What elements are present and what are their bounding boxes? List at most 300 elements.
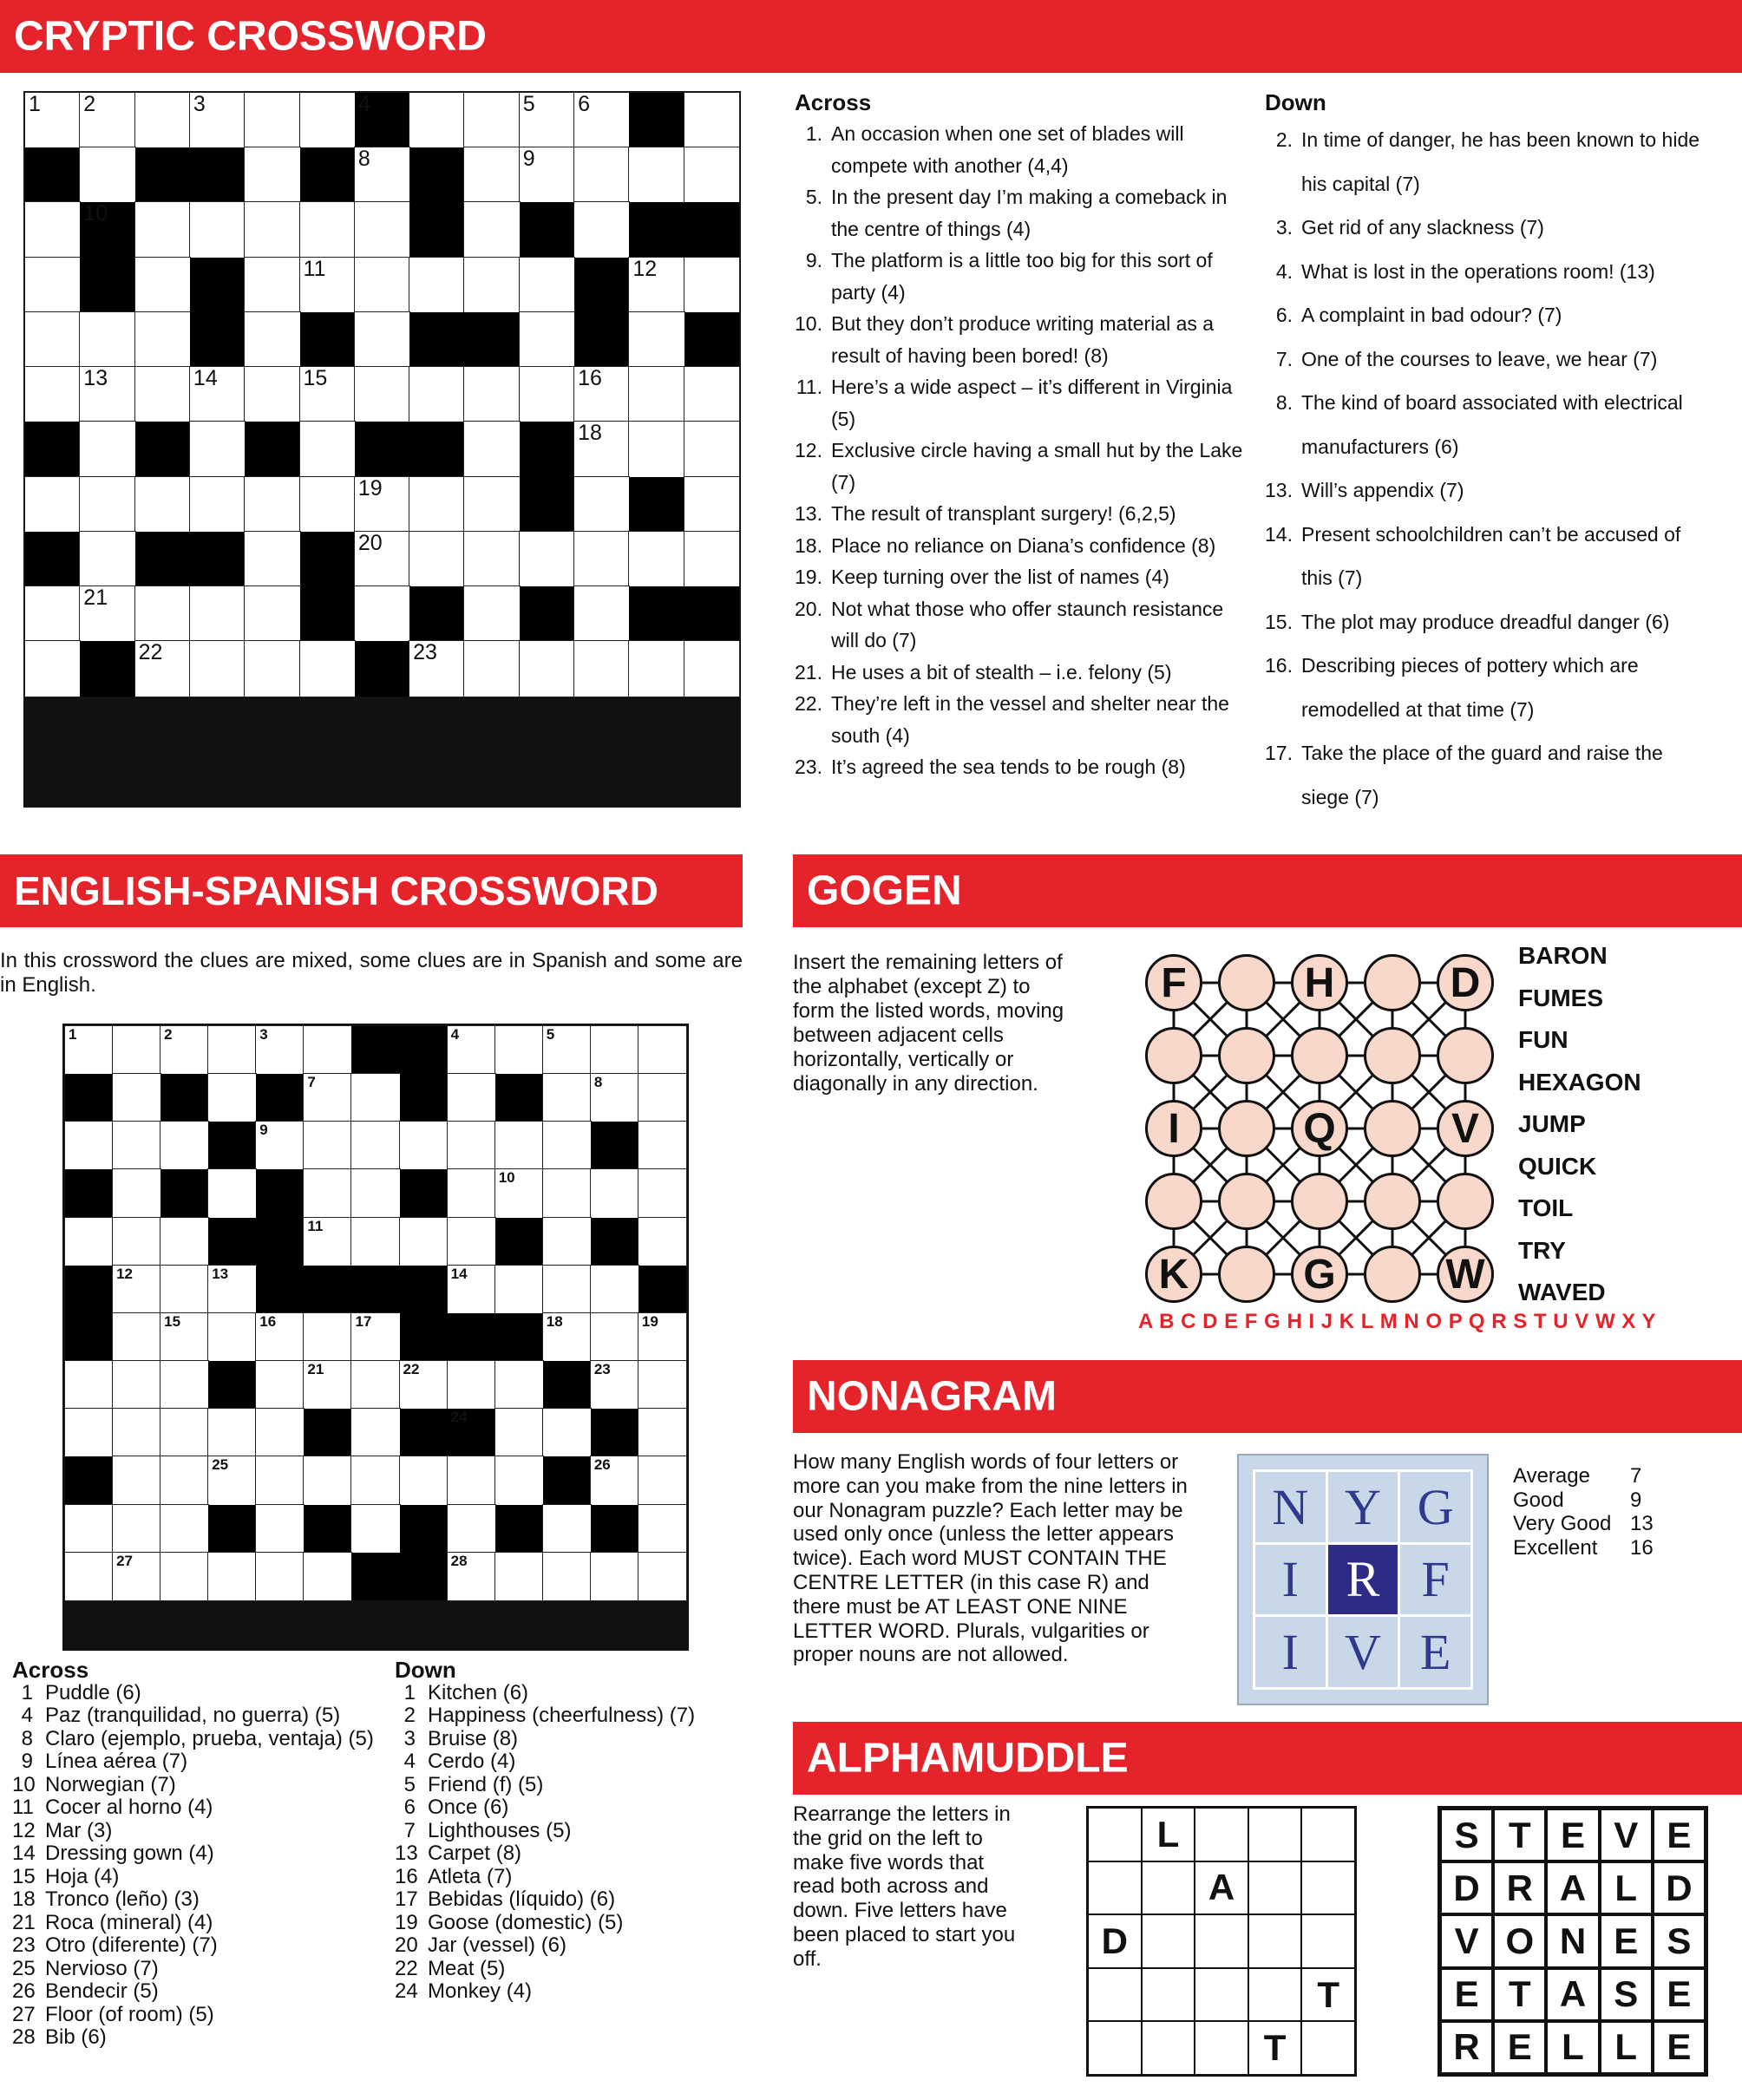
grid-cell[interactable] xyxy=(351,1361,399,1409)
grid-cell[interactable] xyxy=(400,1456,448,1504)
alphamuddle-cell[interactable] xyxy=(1088,2021,1142,2075)
grid-cell[interactable] xyxy=(208,1456,256,1504)
alphamuddle-cell[interactable] xyxy=(1195,1968,1248,2022)
gogen-board xyxy=(1128,937,1492,1301)
grid-cell[interactable] xyxy=(543,1122,591,1169)
grid-cell[interactable] xyxy=(448,1169,495,1217)
grid-cell[interactable] xyxy=(639,1409,686,1456)
gogen-cell[interactable]: I xyxy=(1145,1100,1202,1157)
grid-cell[interactable] xyxy=(574,202,629,257)
grid-cell[interactable] xyxy=(304,1026,351,1074)
grid-cell[interactable] xyxy=(300,422,355,476)
grid-cell[interactable] xyxy=(113,1169,160,1217)
grid-cell[interactable] xyxy=(80,367,134,422)
gogen-cell[interactable] xyxy=(1437,1027,1494,1084)
alphamuddle-cell[interactable] xyxy=(1301,1914,1355,1968)
grid-cell[interactable] xyxy=(65,1026,113,1074)
grid-cell[interactable] xyxy=(245,147,299,202)
grid-cell[interactable] xyxy=(304,1313,351,1361)
alphamuddle-cell[interactable] xyxy=(1195,1808,1248,1861)
grid-cell[interactable] xyxy=(113,1122,160,1169)
grid-cell[interactable] xyxy=(591,1169,639,1217)
grid-cell[interactable] xyxy=(629,147,684,202)
grid-cell[interactable] xyxy=(543,1409,591,1456)
gogen-cell[interactable] xyxy=(1218,1246,1275,1303)
grid-cell[interactable] xyxy=(256,1026,304,1074)
alphamuddle-cell[interactable] xyxy=(1301,2021,1355,2075)
grid-cell[interactable] xyxy=(300,477,355,532)
alphamuddle-letter: A xyxy=(1546,1968,1599,2021)
grid-cell[interactable] xyxy=(448,1218,495,1266)
alphamuddle-cell[interactable]: L xyxy=(1142,1808,1195,1861)
grid-cell[interactable] xyxy=(409,641,464,696)
grid-cell[interactable] xyxy=(208,1266,256,1313)
grid-cell[interactable] xyxy=(464,367,519,422)
grid-cell[interactable] xyxy=(304,1169,351,1217)
alphamuddle-letter: D xyxy=(1653,1861,1706,1914)
grid-cell[interactable] xyxy=(464,532,519,586)
gogen-cell[interactable]: D xyxy=(1437,954,1494,1011)
alphamuddle-cell[interactable] xyxy=(1088,1861,1142,1915)
grid-cell[interactable] xyxy=(300,93,355,147)
grid-cell[interactable] xyxy=(639,1026,686,1074)
grid-cell[interactable] xyxy=(639,1313,686,1361)
grid-cell[interactable] xyxy=(639,1553,686,1600)
grid-cell[interactable] xyxy=(448,1361,495,1409)
grid-cell[interactable] xyxy=(520,258,574,312)
grid-cell[interactable] xyxy=(351,1409,399,1456)
grid-cell[interactable] xyxy=(574,586,629,641)
grid-cell[interactable] xyxy=(208,1074,256,1122)
grid-cell[interactable] xyxy=(684,641,739,696)
gogen-cell[interactable] xyxy=(1364,1173,1421,1230)
grid-cell[interactable] xyxy=(80,477,134,532)
grid-cell[interactable] xyxy=(113,1505,160,1553)
grid-cell[interactable] xyxy=(80,532,134,586)
grid-cell[interactable] xyxy=(448,1026,495,1074)
grid-cell[interactable] xyxy=(520,93,574,147)
gogen-cell[interactable] xyxy=(1145,1173,1202,1230)
cryptic-crossword-title: CRYPTIC CROSSWORD xyxy=(14,13,487,60)
clue-item xyxy=(12,2026,377,2050)
black-square xyxy=(135,147,190,202)
grid-cell[interactable] xyxy=(591,1313,639,1361)
grid-cell[interactable] xyxy=(256,1456,304,1504)
grid-cell[interactable] xyxy=(495,1026,543,1074)
grid-cell[interactable] xyxy=(25,641,80,696)
grid-cell[interactable] xyxy=(351,1313,399,1361)
clue-text: Happiness (cheerfulness) (7) xyxy=(428,1704,696,1727)
alphamuddle-cell[interactable] xyxy=(1142,1914,1195,1968)
grid-cell[interactable] xyxy=(629,641,684,696)
grid-cell[interactable] xyxy=(113,1026,160,1074)
grid-cell[interactable] xyxy=(135,367,190,422)
grid-cell[interactable] xyxy=(591,1553,639,1600)
alphamuddle-cell[interactable]: D xyxy=(1088,1914,1142,1968)
grid-cell[interactable] xyxy=(351,1169,399,1217)
grid-cell[interactable] xyxy=(639,1169,686,1217)
grid-cell[interactable] xyxy=(160,1553,208,1600)
grid-cell[interactable] xyxy=(256,1122,304,1169)
gogen-cell[interactable]: H xyxy=(1291,954,1348,1011)
grid-cell[interactable] xyxy=(65,1505,113,1553)
grid-cell[interactable] xyxy=(25,202,80,257)
grid-cell[interactable] xyxy=(160,1361,208,1409)
gogen-cell[interactable]: Q xyxy=(1291,1100,1348,1157)
grid-cell[interactable] xyxy=(245,312,299,367)
clue-number: 6 xyxy=(578,92,590,116)
grid-cell[interactable] xyxy=(80,422,134,476)
clue-number: 24 xyxy=(395,1979,418,2003)
grid-cell[interactable] xyxy=(684,477,739,532)
grid-cell[interactable] xyxy=(495,1122,543,1169)
grid-cell[interactable] xyxy=(520,641,574,696)
grid-cell[interactable] xyxy=(190,93,245,147)
grid-cell[interactable] xyxy=(351,1456,399,1504)
grid-cell[interactable] xyxy=(639,1218,686,1266)
grid-cell[interactable] xyxy=(304,1218,351,1266)
grid-cell[interactable] xyxy=(591,1026,639,1074)
grid-cell[interactable] xyxy=(448,1505,495,1553)
gogen-cell[interactable] xyxy=(1218,1100,1275,1157)
grid-cell[interactable] xyxy=(464,641,519,696)
grid-cell[interactable] xyxy=(256,1361,304,1409)
clue-item xyxy=(12,1682,377,1705)
grid-cell[interactable] xyxy=(245,367,299,422)
grid-cell[interactable] xyxy=(409,477,464,532)
grid-cell[interactable] xyxy=(190,641,245,696)
grid-cell[interactable] xyxy=(65,1553,113,1600)
grid-cell[interactable] xyxy=(25,586,80,641)
grid-cell[interactable] xyxy=(351,1122,399,1169)
nonagram-title: NONAGRAM xyxy=(807,1373,1057,1420)
alphamuddle-cell[interactable] xyxy=(1195,1914,1248,1968)
grid-cell[interactable] xyxy=(190,202,245,257)
grid-cell[interactable] xyxy=(520,532,574,586)
alphamuddle-cell[interactable]: A xyxy=(1195,1861,1248,1915)
grid-cell[interactable] xyxy=(464,258,519,312)
grid-cell[interactable] xyxy=(65,1361,113,1409)
grid-cell[interactable] xyxy=(495,1456,543,1504)
grid-cell[interactable] xyxy=(80,312,134,367)
grid-cell[interactable] xyxy=(355,586,409,641)
grid-cell[interactable] xyxy=(400,1122,448,1169)
grid-cell[interactable] xyxy=(300,641,355,696)
grid-cell[interactable] xyxy=(639,1505,686,1553)
grid-cell[interactable] xyxy=(629,367,684,422)
alphamuddle-cell[interactable] xyxy=(1301,1861,1355,1915)
gogen-cell[interactable] xyxy=(1145,1027,1202,1084)
grid-cell[interactable] xyxy=(113,1266,160,1313)
nonagram-centre-letter: R xyxy=(1328,1545,1398,1615)
clue-text: Jar (vessel) (6) xyxy=(428,1933,567,1957)
grid-cell[interactable] xyxy=(448,1122,495,1169)
grid-cell[interactable] xyxy=(448,1266,495,1313)
grid-cell[interactable] xyxy=(80,586,134,641)
gogen-cell[interactable] xyxy=(1364,1100,1421,1157)
grid-cell[interactable] xyxy=(574,93,629,147)
gogen-cell[interactable]: V xyxy=(1437,1100,1494,1157)
alphamuddle-cell[interactable] xyxy=(1301,1808,1355,1861)
grid-cell[interactable] xyxy=(135,312,190,367)
grid-cell[interactable] xyxy=(256,1409,304,1456)
grid-cell[interactable] xyxy=(464,93,519,147)
grid-cell[interactable] xyxy=(160,1266,208,1313)
grid-cell[interactable] xyxy=(300,367,355,422)
grid-cell[interactable] xyxy=(591,1361,639,1409)
gogen-cell[interactable]: F xyxy=(1145,954,1202,1011)
alphamuddle-cell[interactable] xyxy=(1248,1808,1302,1861)
grid-cell[interactable] xyxy=(629,532,684,586)
clue-text: Floor (of room) (5) xyxy=(45,2002,214,2026)
spanish-across-clues xyxy=(12,1658,377,2050)
grid-cell[interactable] xyxy=(629,258,684,312)
grid-cell[interactable] xyxy=(355,258,409,312)
alphamuddle-cell[interactable] xyxy=(1142,2021,1195,2075)
clue-number: 24 xyxy=(450,1409,468,1426)
grid-cell[interactable] xyxy=(543,1169,591,1217)
grid-cell[interactable] xyxy=(245,641,299,696)
grid-cell[interactable] xyxy=(304,1456,351,1504)
grid-cell[interactable] xyxy=(409,367,464,422)
grid-cell[interactable] xyxy=(351,1218,399,1266)
grid-cell[interactable] xyxy=(574,641,629,696)
grid-cell[interactable] xyxy=(135,202,190,257)
black-square xyxy=(409,422,464,476)
grid-cell[interactable] xyxy=(113,1553,160,1600)
grid-cell[interactable] xyxy=(448,1074,495,1122)
grid-cell[interactable] xyxy=(300,258,355,312)
grid-cell[interactable] xyxy=(160,1026,208,1074)
grid-cell[interactable] xyxy=(65,1122,113,1169)
grid-cell[interactable] xyxy=(351,1505,399,1553)
alphamuddle-cell[interactable] xyxy=(1248,1861,1302,1915)
grid-cell[interactable] xyxy=(304,1361,351,1409)
grid-cell[interactable] xyxy=(245,202,299,257)
grid-cell[interactable] xyxy=(684,532,739,586)
grid-cell[interactable] xyxy=(160,1456,208,1504)
grid-cell[interactable] xyxy=(464,586,519,641)
grid-cell[interactable] xyxy=(464,147,519,202)
grid-cell[interactable] xyxy=(409,93,464,147)
grid-cell[interactable] xyxy=(160,1122,208,1169)
grid-cell[interactable] xyxy=(160,1409,208,1456)
grid-cell[interactable] xyxy=(448,1456,495,1504)
grid-cell[interactable] xyxy=(355,367,409,422)
grid-cell[interactable] xyxy=(65,1218,113,1266)
grid-cell[interactable] xyxy=(351,1074,399,1122)
alphamuddle-cell[interactable] xyxy=(1088,1808,1142,1861)
grid-cell[interactable] xyxy=(25,312,80,367)
black-square xyxy=(448,1409,495,1456)
grid-cell[interactable] xyxy=(190,477,245,532)
grid-cell[interactable] xyxy=(464,202,519,257)
gogen-cell[interactable] xyxy=(1364,954,1421,1011)
grid-cell[interactable] xyxy=(520,312,574,367)
black-square xyxy=(256,1169,304,1217)
grid-cell[interactable] xyxy=(245,586,299,641)
grid-cell[interactable] xyxy=(304,1122,351,1169)
grid-cell[interactable] xyxy=(543,1553,591,1600)
grid-cell[interactable] xyxy=(256,1313,304,1361)
grid-cell[interactable] xyxy=(80,93,134,147)
grid-cell[interactable] xyxy=(464,477,519,532)
clue-number: 8 xyxy=(593,1074,603,1091)
grid-cell[interactable] xyxy=(591,1266,639,1313)
grid-cell[interactable] xyxy=(113,1218,160,1266)
alphamuddle-cell[interactable] xyxy=(1248,1968,1302,2022)
grid-cell[interactable] xyxy=(574,532,629,586)
grid-cell[interactable] xyxy=(208,1553,256,1600)
grid-cell[interactable] xyxy=(495,1553,543,1600)
grid-cell[interactable] xyxy=(256,1553,304,1600)
grid-cell[interactable] xyxy=(245,532,299,586)
grid-cell[interactable] xyxy=(135,586,190,641)
gogen-cell[interactable]: K xyxy=(1145,1246,1202,1303)
gogen-cell[interactable] xyxy=(1218,954,1275,1011)
alphamuddle-cell[interactable] xyxy=(1142,1968,1195,2022)
gogen-cell[interactable] xyxy=(1364,1027,1421,1084)
alphamuddle-letter: V xyxy=(1600,1809,1653,1861)
grid-cell[interactable] xyxy=(574,477,629,532)
grid-cell[interactable] xyxy=(543,1026,591,1074)
grid-cell[interactable] xyxy=(208,1169,256,1217)
alphamuddle-cell[interactable] xyxy=(1142,1861,1195,1915)
grid-cell[interactable] xyxy=(543,1313,591,1361)
clue-item xyxy=(795,498,1246,530)
grid-cell[interactable] xyxy=(160,1313,208,1361)
grid-cell[interactable] xyxy=(400,1218,448,1266)
clue-item xyxy=(12,1774,377,1797)
grid-cell[interactable] xyxy=(355,312,409,367)
grid-cell[interactable] xyxy=(684,147,739,202)
grid-cell[interactable] xyxy=(135,641,190,696)
grid-cell[interactable] xyxy=(25,258,80,312)
alphamuddle-cell[interactable] xyxy=(1248,1914,1302,1968)
black-square xyxy=(135,532,190,586)
grid-cell[interactable] xyxy=(574,147,629,202)
grid-cell[interactable] xyxy=(629,312,684,367)
grid-cell[interactable] xyxy=(543,1218,591,1266)
clue-text: Meat (5) xyxy=(428,1956,506,1980)
grid-cell[interactable] xyxy=(448,1553,495,1600)
alphamuddle-cell[interactable] xyxy=(1088,1968,1142,2022)
clue-number: 9 xyxy=(21,1750,33,1773)
grid-cell[interactable] xyxy=(355,532,409,586)
grid-cell[interactable] xyxy=(190,422,245,476)
grid-cell[interactable] xyxy=(245,258,299,312)
grid-cell[interactable] xyxy=(208,1409,256,1456)
gogen-cell[interactable] xyxy=(1364,1246,1421,1303)
clue-item xyxy=(795,688,1246,751)
grid-cell[interactable] xyxy=(495,1266,543,1313)
nonagram-banner xyxy=(793,1360,1742,1433)
grid-cell[interactable] xyxy=(190,586,245,641)
grid-cell[interactable] xyxy=(208,1026,256,1074)
alphamuddle-cell[interactable]: T xyxy=(1248,2021,1302,2075)
clue-text: Carpet (8) xyxy=(428,1842,522,1865)
grid-cell[interactable] xyxy=(684,93,739,147)
grid-cell[interactable] xyxy=(256,1505,304,1553)
grid-cell[interactable] xyxy=(639,1122,686,1169)
grid-cell[interactable] xyxy=(684,258,739,312)
grid-cell[interactable] xyxy=(113,1361,160,1409)
grid-cell[interactable] xyxy=(65,1409,113,1456)
grid-cell[interactable] xyxy=(543,1074,591,1122)
grid-cell[interactable] xyxy=(300,202,355,257)
grid-cell[interactable] xyxy=(25,93,80,147)
grid-cell[interactable] xyxy=(464,422,519,476)
grid-cell[interactable] xyxy=(639,1074,686,1122)
grid-cell[interactable] xyxy=(543,1266,591,1313)
clue-item xyxy=(795,530,1246,562)
gogen-cell[interactable]: W xyxy=(1437,1246,1494,1303)
gogen-cell[interactable] xyxy=(1437,1173,1494,1230)
grid-cell[interactable] xyxy=(355,147,409,202)
grid-cell[interactable] xyxy=(574,422,629,476)
grid-cell[interactable] xyxy=(113,1313,160,1361)
grid-cell[interactable] xyxy=(160,1505,208,1553)
grid-cell[interactable] xyxy=(574,367,629,422)
grid-cell[interactable] xyxy=(208,1313,256,1361)
grid-cell[interactable] xyxy=(409,532,464,586)
grid-cell[interactable] xyxy=(25,477,80,532)
grid-cell[interactable] xyxy=(190,367,245,422)
grid-cell[interactable] xyxy=(409,258,464,312)
grid-cell[interactable] xyxy=(629,422,684,476)
grid-cell[interactable] xyxy=(25,367,80,422)
grid-cell[interactable] xyxy=(684,422,739,476)
gogen-cell[interactable] xyxy=(1291,1027,1348,1084)
grid-cell[interactable] xyxy=(355,477,409,532)
grid-cell[interactable] xyxy=(113,1409,160,1456)
clue-item xyxy=(395,1682,759,1705)
grid-cell[interactable] xyxy=(495,1409,543,1456)
grid-cell[interactable] xyxy=(113,1074,160,1122)
grid-cell[interactable] xyxy=(135,477,190,532)
grid-cell[interactable] xyxy=(520,367,574,422)
grid-cell[interactable] xyxy=(591,1074,639,1122)
gogen-cell[interactable]: G xyxy=(1291,1246,1348,1303)
grid-cell[interactable] xyxy=(135,93,190,147)
gogen-cell[interactable] xyxy=(1218,1027,1275,1084)
grid-cell[interactable] xyxy=(304,1553,351,1600)
grid-cell[interactable] xyxy=(543,1505,591,1553)
grid-cell[interactable] xyxy=(304,1074,351,1122)
grid-cell[interactable] xyxy=(160,1218,208,1266)
gogen-cell[interactable] xyxy=(1291,1173,1348,1230)
grid-cell[interactable] xyxy=(495,1169,543,1217)
grid-cell[interactable] xyxy=(520,147,574,202)
grid-cell[interactable] xyxy=(400,1361,448,1409)
grid-cell[interactable] xyxy=(639,1361,686,1409)
alphamuddle-cell[interactable] xyxy=(1195,2021,1248,2075)
grid-cell[interactable] xyxy=(639,1456,686,1504)
alphamuddle-cell[interactable]: T xyxy=(1301,1968,1355,2022)
grid-cell[interactable] xyxy=(684,367,739,422)
grid-cell[interactable] xyxy=(495,1361,543,1409)
grid-cell[interactable] xyxy=(135,258,190,312)
grid-cell[interactable] xyxy=(245,93,299,147)
grid-cell[interactable] xyxy=(355,202,409,257)
black-square xyxy=(25,147,80,202)
grid-cell[interactable] xyxy=(80,147,134,202)
gogen-cell[interactable] xyxy=(1218,1173,1275,1230)
grid-cell[interactable] xyxy=(245,477,299,532)
grid-cell[interactable] xyxy=(591,1456,639,1504)
black-square xyxy=(245,422,299,476)
grid-cell[interactable] xyxy=(113,1456,160,1504)
